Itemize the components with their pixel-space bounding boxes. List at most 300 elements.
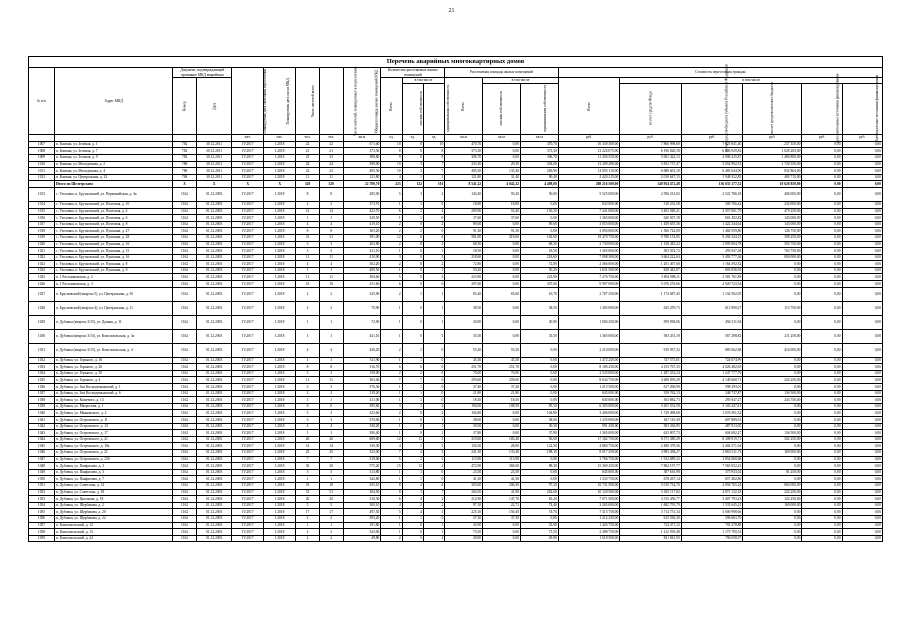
table-cell: 1 (319, 267, 343, 274)
table-cell: 01.12.2003 (196, 423, 231, 430)
table-cell: 6 196 828,18 (620, 148, 681, 155)
table-cell: 17 182 750,00 (558, 436, 619, 443)
table-cell: 1011 (29, 168, 55, 175)
table-cell: 0,00 (842, 201, 882, 208)
table-cell: 1 028 283,00 (743, 148, 802, 155)
table-cell: 49,80 (343, 535, 381, 542)
table-cell: I.2018 (264, 208, 296, 215)
table-row (29, 364, 883, 371)
table-cell: 497,30 (343, 509, 381, 516)
table-cell: I.2018 (264, 515, 296, 522)
table-cell: 3 407 793,23 (681, 496, 742, 503)
table-cell: 0,00 (483, 274, 521, 281)
table-cell: 10 (381, 161, 402, 168)
header-rooms-municipal: муниципальная собственность (423, 83, 444, 134)
table-cell: IV.2017 (232, 456, 264, 463)
table-cell: 01.12.2003 (196, 489, 231, 496)
table-cell: 1162 (173, 397, 197, 404)
table-cell: 206,30 (483, 482, 521, 489)
table-cell: 0,00 (743, 417, 802, 424)
table-row (29, 228, 883, 235)
table-cell: 319,00 (343, 456, 381, 463)
table-cell: 183,40 (483, 436, 521, 443)
table-cell: с. Ухоловка, п. Брусновский, ул. Почтовая, д. 8 (55, 221, 173, 228)
table-cell: 0,00 (842, 476, 882, 483)
table-cell: 45,30 (483, 357, 521, 364)
table-cell: I.2018 (264, 482, 296, 489)
unit-cell: руб. (842, 134, 882, 141)
table-cell: 2 (296, 535, 320, 542)
table-cell: 285,00 (343, 187, 381, 201)
table-cell: 0,00 (802, 489, 842, 496)
table-row (29, 502, 883, 509)
table-cell: IV.2017 (232, 261, 264, 268)
table-cell: 41,30 (445, 476, 483, 483)
table-cell: 1 132 562,05 (681, 287, 742, 301)
table-cell: 307,60 (445, 281, 483, 288)
table-cell: 1 (381, 476, 402, 483)
table-cell: 122 (402, 181, 423, 188)
table-cell: 0,00 (483, 430, 521, 437)
table-cell: 1 (423, 417, 444, 424)
table-cell: I.2018 (264, 509, 296, 516)
table-cell: 0,00 (802, 417, 842, 424)
table-cell: 1162 (173, 463, 197, 470)
table-cell: 2 (402, 343, 423, 357)
table-cell: 1 (296, 476, 320, 483)
table-cell: IV.2017 (232, 370, 264, 377)
table-cell: IV.2017 (232, 364, 264, 371)
table-cell: 01.12.2003 (196, 241, 231, 248)
table-cell: 18,50 (445, 248, 483, 255)
table-cell: 3 (296, 370, 320, 377)
table-cell: IV.2017 (232, 436, 264, 443)
table-cell: 782 (173, 141, 197, 148)
table-row (29, 482, 883, 489)
table-cell: 0,00 (520, 515, 558, 522)
table-cell: 50,20 (445, 267, 483, 274)
table-cell: 26 (319, 436, 343, 443)
table-cell: 0,00 (842, 489, 882, 496)
table-cell: 0,00 (483, 315, 521, 329)
table-cell: 1 422 344,64 (681, 221, 742, 228)
table-cell: 01.12.2003 (196, 315, 231, 329)
table-cell: 1 247 777,76 (681, 370, 742, 377)
table-cell: 1 (381, 397, 402, 404)
unit-cell: чел. (296, 134, 320, 141)
table-cell: 1013 (29, 187, 55, 201)
table-cell: 0,00 (802, 390, 842, 397)
table-cell: I.2018 (264, 287, 296, 301)
table-cell: 1015 (29, 208, 55, 215)
table-cell: 2 (381, 241, 402, 248)
header-extra: Дополнительные источники финансирования (802, 83, 842, 134)
table-row (29, 469, 883, 476)
table-cell: 0,00 (483, 529, 521, 536)
table-cell: 18,50 (520, 248, 558, 255)
table-cell: 30,90 (520, 315, 558, 329)
table-cell: 72,90 (343, 315, 381, 329)
table-cell: 6 (381, 364, 402, 371)
table-cell: 1162 (173, 476, 197, 483)
table-cell: I.2018 (264, 201, 296, 208)
table-cell: 30 (296, 463, 320, 470)
table-cell: 304,50 (445, 489, 483, 496)
table-cell: 0,00 (802, 201, 842, 208)
table-cell: 0,00 (842, 154, 882, 161)
table-cell: 1042 (29, 423, 55, 430)
table-cell: 8 017 250,00 (558, 449, 619, 456)
table-cell: 10 (423, 141, 444, 148)
table-cell: 01.12.2003 (196, 377, 231, 384)
table-cell: 13 (402, 463, 423, 470)
table-cell: IV.2017 (232, 357, 264, 364)
table-cell: 0,00 (802, 364, 842, 371)
table-cell: 5 (381, 187, 402, 201)
table-cell: 9 780 153,85 (620, 234, 681, 241)
table-cell: 1 (402, 397, 423, 404)
table-cell: 1 (319, 397, 343, 404)
table-cell: 1162 (173, 403, 197, 410)
table-cell: 384,60 (343, 274, 381, 281)
table-cell: 3 600 998,66 (681, 509, 742, 516)
unit-cell: кв.м (343, 134, 381, 141)
table-cell: 604 692,27 (681, 430, 742, 437)
table-cell: 2 (296, 301, 320, 315)
table-cell: 581,00 (343, 234, 381, 241)
table-cell: 0,00 (743, 535, 802, 542)
table-cell: 288 216 500,00 (558, 181, 619, 188)
table-cell: I.2018 (264, 529, 296, 536)
table-cell: 1054 (29, 502, 55, 509)
table-cell: 0,00 (842, 329, 882, 343)
table-cell: 1 (381, 267, 402, 274)
table-row (29, 161, 883, 168)
table-cell: 50,00 (520, 187, 558, 201)
table-cell: 487 913,05 (681, 423, 742, 430)
table-cell: 375 933,02 (681, 469, 742, 476)
table-cell: 300 766,42 (681, 201, 742, 208)
table-cell: 68,50 (520, 241, 558, 248)
table-cell: 8 308 919,71 (681, 436, 742, 443)
table-cell: I.2018 (264, 254, 296, 261)
table-cell: I.2018 (264, 423, 296, 430)
table-cell: 1 (381, 529, 402, 536)
table-cell: 1 (402, 215, 423, 222)
table-cell: 8 (319, 228, 343, 235)
table-cell: 343,00 (343, 529, 381, 536)
table-cell: IV.2017 (232, 201, 264, 208)
table-cell: 1049 (29, 469, 55, 476)
table-cell: 303,60 (445, 482, 483, 489)
table-cell: 2 (319, 390, 343, 397)
table-cell: 8 634 750,00 (558, 377, 619, 384)
unit-cell: кв.м (445, 134, 483, 141)
table-cell: 2 596 213,02 (620, 187, 681, 201)
table-cell: 3 (319, 384, 343, 391)
table-cell: 0,00 (802, 456, 842, 463)
table-cell: 2 010 647,15 (620, 174, 681, 181)
table-cell: 1 (402, 476, 423, 483)
table-cell: 37,40 (445, 384, 483, 391)
table-cell: 1045 (29, 443, 55, 450)
table-cell: 627 110,39 (620, 417, 681, 424)
table-row (29, 267, 883, 274)
table-cell: 0,00 (842, 241, 882, 248)
table-cell: 1 (381, 430, 402, 437)
table-cell: 23,50 (483, 469, 521, 476)
table-cell: 8 (296, 228, 320, 235)
table-cell: 583 451,18 (620, 329, 681, 343)
unit-cell (55, 134, 173, 141)
table-cell: 133,40 (483, 449, 521, 456)
units-row (29, 134, 883, 141)
table-cell: п. Дубовка, ул. Циолкова, д. 18 (55, 496, 173, 503)
table-cell: I.2018 (264, 456, 296, 463)
table-row (29, 315, 883, 329)
table-cell: 1024 (29, 267, 55, 274)
table-cell: 31 (296, 234, 320, 241)
table-cell: 376,30 (343, 384, 381, 391)
table-cell: 1043 (29, 430, 55, 437)
table-cell: 6 (402, 234, 423, 241)
table-cell: 12 (381, 234, 402, 241)
table-cell: 1026 (29, 281, 55, 288)
table-cell: 10 731 500,00 (558, 482, 619, 489)
table-cell: 136 500,00 (743, 390, 802, 397)
table-cell: 1162 (173, 215, 197, 222)
table-cell: 319,20 (343, 390, 381, 397)
table-cell: 2 (402, 456, 423, 463)
table-cell: 4 (402, 496, 423, 503)
table-cell: 2 (423, 502, 444, 509)
table-cell: 7 276 750,00 (558, 274, 619, 281)
table-cell: 1162 (173, 390, 197, 397)
table-cell: 2 366 000,00 (558, 261, 619, 268)
unit-cell: чел. (319, 134, 343, 141)
table-cell: 0,00 (802, 208, 842, 215)
table-cell: IV.2017 (232, 248, 264, 255)
table-row (29, 403, 883, 410)
table-cell: 0 (423, 370, 444, 377)
table-cell: I.2018 (264, 148, 296, 155)
emergency-housing-table (28, 64, 883, 542)
table-cell: 0,00 (842, 377, 882, 384)
table-cell: IV.2017 (232, 228, 264, 235)
table-cell: 0 (402, 281, 423, 288)
table-cell: с. Ухоловка, п. Брусновский, ул. Пушкина, д. 27 (55, 228, 173, 235)
table-cell: 37,30 (445, 515, 483, 522)
table-cell: 35,50 (445, 329, 483, 343)
table-cell: 25 (296, 449, 320, 456)
table-cell: 635,10 (343, 482, 381, 489)
table-row (29, 343, 883, 357)
table-cell: 7 098 300,00 (558, 254, 619, 261)
table-cell: 3 (319, 410, 343, 417)
table-cell: 55,20 (445, 343, 483, 357)
table-row (29, 535, 883, 542)
table-cell: 342,80 (343, 476, 381, 483)
table-cell: 1 215 500,00 (558, 384, 619, 391)
table-cell: 1 (381, 215, 402, 222)
table-cell: 13 209 280,00 (558, 161, 619, 168)
table-cell: 0,00 (483, 221, 521, 228)
table-cell: 480 715,00 (743, 174, 802, 181)
table-cell: 73,50 (520, 529, 558, 536)
table-cell: 1034 (29, 370, 55, 377)
table-cell: 0,00 (842, 390, 882, 397)
table-cell: п. Кампна, ул. Центральная, д. 23 (55, 174, 173, 181)
table-cell: 1017 (29, 221, 55, 228)
table-cell: 20 (319, 496, 343, 503)
table-cell: 1 (296, 215, 320, 222)
table-cell: IV.2017 (232, 241, 264, 248)
table-cell: 2 (402, 228, 423, 235)
table-cell: 567 298,82 (681, 329, 742, 343)
table-cell: 3 (319, 241, 343, 248)
table-cell: 0,00 (483, 261, 521, 268)
table-cell: 01.12.2003 (196, 417, 231, 424)
table-cell: 1 948 412,85 (681, 174, 742, 181)
table-cell: 398 250,00 (743, 234, 802, 241)
table-cell: 3 (296, 241, 320, 248)
table-row (29, 248, 883, 255)
table-cell: 2 535 000,00 (558, 370, 619, 377)
table-cell: 0,00 (802, 274, 842, 281)
table-cell: 01.12.2003 (196, 403, 231, 410)
table-cell: 4 856 765,24 (681, 482, 742, 489)
table-cell: 263,80 (343, 241, 381, 248)
table-cell: 121,80 (445, 174, 483, 181)
header-cost-incl: в том числе (620, 78, 883, 84)
table-cell: 2 (423, 535, 444, 542)
table-cell: 101 (423, 181, 444, 188)
table-cell: 24 (319, 161, 343, 168)
table-cell: 1162 (173, 234, 197, 241)
table-cell: 1162 (173, 469, 197, 476)
table-cell: 1 (402, 287, 423, 301)
table-cell: 1162 (173, 201, 197, 208)
table-cell: 845 000,00 (558, 469, 619, 476)
table-cell: 01.12.2003 (196, 390, 231, 397)
table-cell: I.2018 (264, 417, 296, 424)
table-cell: 0,00 (743, 456, 802, 463)
table-cell: 0,00 (842, 522, 882, 529)
table-cell: 6 (402, 364, 423, 371)
table-cell: 0 (423, 364, 444, 371)
table-cell: IV.2017 (232, 215, 264, 222)
table-cell: 615 990,27 (681, 301, 742, 315)
table-cell: п. Дубовка, ул. Советская, д. 18 (55, 489, 173, 496)
table-title: Перечень аварийных многоквартирных домов (28, 56, 883, 67)
table-cell: 0,00 (802, 397, 842, 404)
table-cell: 0,00 (483, 423, 521, 430)
table-cell: 000 000,00 (743, 254, 802, 261)
table-cell: 7 315 750,00 (558, 509, 619, 516)
table-cell: 0,00 (743, 529, 802, 536)
table-cell: 0,00 (802, 267, 842, 274)
table-cell: 5 (423, 274, 444, 281)
table-cell: 1162 (173, 329, 197, 343)
table-cell: п. Дубовка, ул. Горького, д. 30 (55, 370, 173, 377)
table-cell: 0,00 (483, 248, 521, 255)
table-cell: 0,00 (483, 535, 521, 542)
table-cell: 0 (402, 248, 423, 255)
table-cell: 1014 (29, 201, 55, 208)
table-cell: 0,00 (743, 463, 802, 470)
table-cell: 0,00 (842, 161, 882, 168)
header-doc-number: Номер (173, 78, 197, 135)
table-cell: 395,60 (343, 403, 381, 410)
table-cell: п. Дубовка, ул. Островского, д. 13 (55, 423, 173, 430)
table-cell: I.2018 (264, 301, 296, 315)
table-cell: 3 (296, 248, 320, 255)
table-cell: 724 674,99 (681, 357, 742, 364)
table-cell: 5 525 000,00 (558, 187, 619, 201)
table-cell: 3 (402, 161, 423, 168)
table-cell: 19 470 750,00 (558, 234, 619, 241)
table-cell: 4 (402, 509, 423, 516)
table-cell: 68,50 (445, 241, 483, 248)
table-cell: 30.12.2011 (196, 174, 231, 181)
table-cell: 3 094 000,00 (558, 228, 619, 235)
table-cell: п. Кампна, ул. Молодежная, д. 2 (55, 161, 173, 168)
table-cell: 2 388 750,00 (558, 529, 619, 536)
table-cell: 49,80 (445, 535, 483, 542)
table-cell: 8 (381, 148, 402, 155)
table-row (29, 410, 883, 417)
table-row (29, 377, 883, 384)
table-cell: 0,00 (483, 154, 521, 161)
table-cell: 1162 (173, 221, 197, 228)
table-cell: п. Дубовка, ул. Островского, д. 19а (55, 443, 173, 450)
table-cell: 0,00 (743, 287, 802, 301)
table-cell: 1 (319, 522, 343, 529)
table-cell: 1030 (29, 329, 55, 343)
header-planned-demolition: Планируемая дата сноса МКД (264, 68, 296, 135)
table-cell: 0,00 (802, 529, 842, 536)
table-cell: 405,30 (343, 168, 381, 175)
table-cell: IV.2017 (232, 502, 264, 509)
table-cell: 212,90 (445, 496, 483, 503)
table-cell: 0,00 (842, 148, 882, 155)
table-cell: IV.2017 (232, 403, 264, 410)
table-cell: 0,00 (483, 267, 521, 274)
table-cell: 0,00 (802, 161, 842, 168)
table-cell: 3 (423, 174, 444, 181)
table-cell: 0,00 (802, 515, 842, 522)
table-cell: 1057 (29, 522, 55, 529)
table-cell: 303,20 (343, 228, 381, 235)
table-cell: 1162 (173, 522, 197, 529)
table-cell: 0,00 (802, 469, 842, 476)
table-cell: IV.2017 (232, 397, 264, 404)
unit-cell: руб. (802, 134, 842, 141)
table-cell: 1162 (173, 417, 197, 424)
table-cell: 0,00 (842, 141, 882, 148)
table-cell: 2 (402, 370, 423, 377)
table-cell: 2 (423, 463, 444, 470)
table-cell: IV.2017 (232, 287, 264, 301)
table-cell: с. Ухоловка, п. Брусновский, ул. Пушкина, д. 28 (55, 234, 173, 241)
table-row (29, 301, 883, 315)
table-cell: 5 654 992,53 (681, 161, 742, 168)
table-cell: 0,00 (743, 443, 802, 450)
header-no: № п/п (29, 68, 55, 135)
table-cell: 0,00 (802, 301, 842, 315)
table-cell: 2 (423, 496, 444, 503)
table-cell: 150,30 (343, 443, 381, 450)
